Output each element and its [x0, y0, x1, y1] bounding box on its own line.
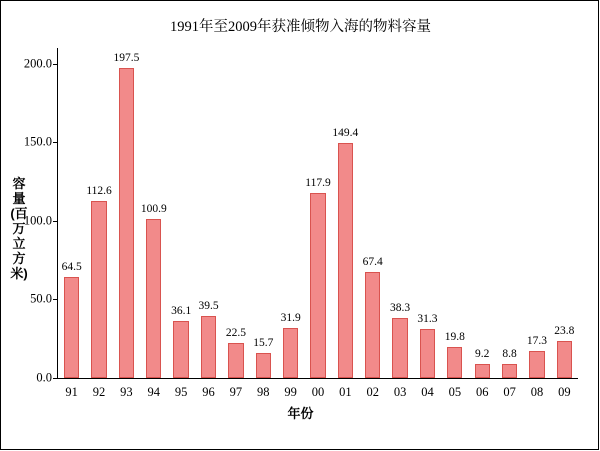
x-axis-tick-label: 06	[475, 385, 489, 399]
bar	[64, 277, 79, 378]
y-axis-tick-mark	[53, 299, 58, 300]
y-axis-tick-mark	[53, 221, 58, 222]
bar	[173, 321, 188, 378]
plot-inner	[23, 48, 578, 399]
y-axis-tick-label: 0.0	[36, 370, 52, 385]
bar-value-label: 22.5	[225, 326, 246, 339]
bar-value-label: 197.5	[113, 51, 140, 64]
x-axis-tick-label: 99	[284, 385, 297, 399]
bar	[365, 272, 380, 378]
bar-value-label: 117.9	[305, 176, 331, 189]
chart-title: 1991年至2009年获准倾物入海的物料容量	[170, 19, 431, 35]
bar-value-label: 38.3	[390, 301, 411, 314]
bar	[529, 351, 544, 378]
x-axis-tick-label: 93	[120, 385, 133, 399]
plot-area	[23, 48, 578, 399]
x-axis-tick-label: 92	[92, 385, 106, 399]
bar-value-label: 149.4	[332, 127, 359, 140]
bar-value-label: 64.5	[61, 260, 82, 273]
bar	[557, 341, 572, 378]
bar	[256, 353, 271, 378]
bar	[91, 201, 106, 378]
bar-value-label: 17.3	[526, 334, 547, 347]
bar-value-label: 39.5	[198, 299, 219, 312]
x-axis-tick-label: 95	[174, 385, 188, 399]
x-axis-tick-label: 91	[65, 385, 78, 399]
x-axis-tick-label: 01	[339, 385, 352, 399]
bar	[201, 316, 216, 378]
x-axis-tick-label: 03	[393, 385, 407, 399]
bar-value-label: 36.1	[171, 305, 192, 318]
bar	[119, 68, 134, 378]
bar	[283, 328, 298, 378]
x-axis-tick-label: 98	[257, 385, 270, 399]
y-axis-tick-mark	[53, 142, 58, 143]
y-axis-label: 容量(百万立方米)	[10, 176, 28, 281]
x-axis-tick-label: 04	[421, 385, 434, 399]
bar-value-label: 15.7	[253, 337, 274, 350]
y-axis-tick-mark	[53, 378, 58, 379]
x-axis-tick-label: 96	[202, 385, 215, 399]
x-axis-tick-label: 02	[366, 385, 379, 399]
x-axis-tick-label: 07	[503, 385, 516, 399]
y-axis-tick-label: 50.0	[30, 291, 52, 306]
bar-value-label: 100.9	[140, 203, 167, 216]
bar-value-label: 112.6	[86, 185, 112, 198]
bar	[392, 318, 407, 378]
bar-value-label: 23.8	[554, 324, 575, 337]
bar-value-label: 9.2	[475, 347, 490, 360]
bar-value-label: 8.8	[502, 348, 517, 361]
x-axis-tick-label: 97	[229, 385, 243, 399]
bar-value-label: 31.9	[280, 311, 301, 324]
y-axis-tick-label: 100.0	[23, 213, 52, 228]
x-axis-tick-label: 09	[558, 385, 571, 399]
x-axis-tick-label: 08	[530, 385, 544, 399]
x-axis-tick-label: 00	[311, 385, 325, 399]
bar	[475, 364, 490, 378]
x-axis-tick-label: 05	[448, 385, 462, 399]
bar-value-label: 31.3	[417, 312, 438, 325]
bar-value-label: 67.4	[362, 256, 383, 269]
y-axis-tick-mark	[53, 64, 58, 65]
x-axis-label: 年份	[287, 406, 314, 421]
bar	[146, 219, 161, 378]
y-axis-tick-label: 150.0	[23, 134, 52, 149]
bar	[310, 193, 325, 378]
x-axis-tick-label: 94	[147, 385, 161, 399]
y-axis-tick-label: 200.0	[23, 56, 52, 71]
bar	[502, 364, 517, 378]
bar-value-label: 19.8	[444, 330, 465, 343]
